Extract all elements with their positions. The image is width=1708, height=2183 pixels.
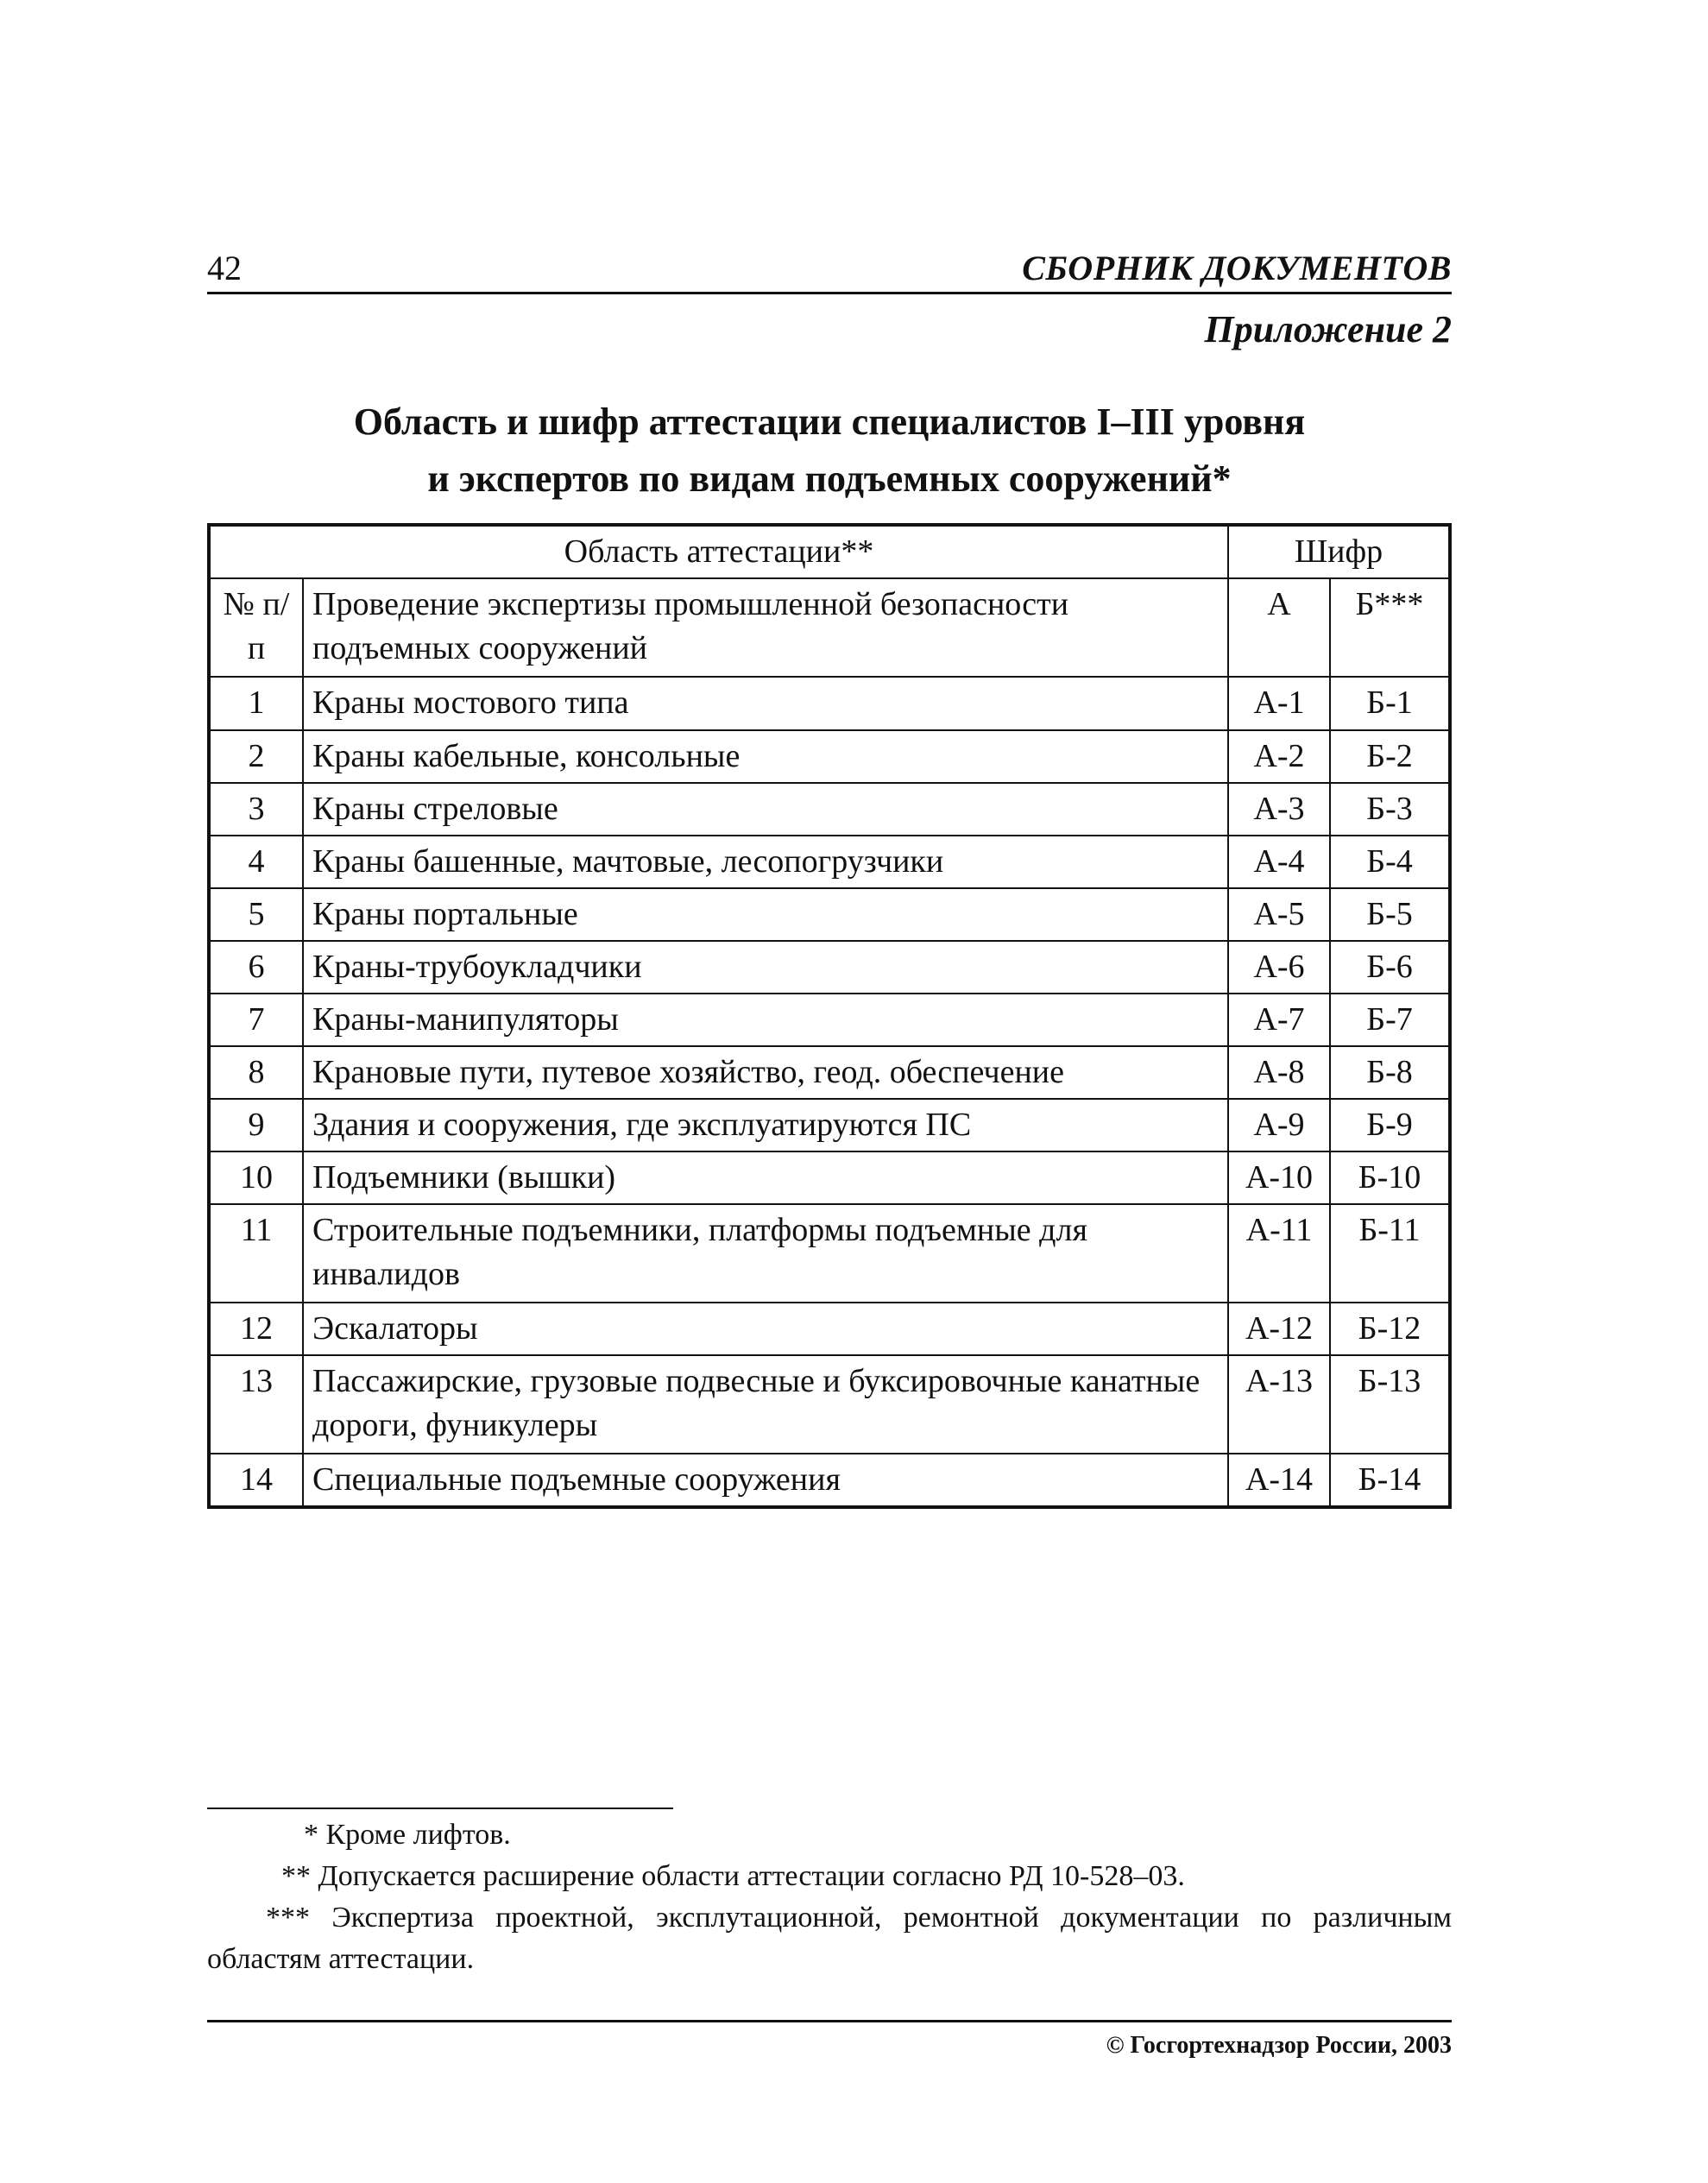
footnote-3: *** Экспертиза проектной, эксплутационной, ремонтной документации по различным областям аттестации. [207, 1902, 1452, 1975]
row-code-b: Б-12 [1330, 1303, 1450, 1355]
row-area: Краны-трубоукладчики [303, 941, 1228, 994]
row-num: 1 [209, 677, 303, 730]
row-code-b: Б-9 [1330, 1099, 1450, 1151]
page-number: 42 [207, 249, 242, 287]
footnote-2: ** Допускается расширение области аттестации согласно РД 10-528–03. [281, 1860, 1185, 1892]
row-num: 2 [209, 730, 303, 783]
row-code-a: А-12 [1228, 1303, 1330, 1355]
row-code-a: А-5 [1228, 888, 1330, 941]
row-num: 5 [209, 888, 303, 941]
row-num: 11 [209, 1204, 303, 1303]
row-area: Краны стреловые [303, 783, 1228, 836]
header-code: Шифр [1228, 525, 1450, 578]
row-num: 12 [209, 1303, 303, 1355]
table-row [209, 783, 1450, 836]
table-row [209, 730, 1450, 783]
subheader-num: № п/п [209, 578, 303, 677]
row-code-a: А-4 [1228, 836, 1330, 888]
row-code-b: Б-5 [1330, 888, 1450, 941]
row-num: 3 [209, 783, 303, 836]
row-code-b: Б-11 [1330, 1204, 1450, 1303]
row-code-b: Б-13 [1330, 1355, 1450, 1454]
table-row [209, 1151, 1450, 1204]
row-code-a: А-14 [1228, 1454, 1330, 1507]
row-area: Краны башенные, мачтовые, лесопогрузчики [303, 836, 1228, 888]
row-code-a: А-2 [1228, 730, 1330, 783]
table-row [209, 941, 1450, 994]
appendix-label: Приложение 2 [1204, 308, 1452, 350]
subheader-code-b: Б*** [1330, 578, 1450, 677]
table-row [209, 994, 1450, 1046]
copyright: © Госгортехнадзор России, 2003 [1106, 2032, 1452, 2059]
document-title-line-2: и экспертов по видам подъемных сооружений* [427, 457, 1232, 500]
table-row [209, 1355, 1450, 1454]
row-code-a: А-9 [1228, 1099, 1330, 1151]
row-code-a: А-11 [1228, 1204, 1330, 1303]
table-row [209, 1046, 1450, 1099]
row-code-b: Б-6 [1330, 941, 1450, 994]
row-code-a: А-13 [1228, 1355, 1330, 1454]
table-row [209, 888, 1450, 941]
row-area: Краны-манипуляторы [303, 994, 1228, 1046]
footnote-1: * Кроме лифтов. [304, 1819, 511, 1851]
row-num: 4 [209, 836, 303, 888]
row-num: 9 [209, 1099, 303, 1151]
row-area: Краны портальные [303, 888, 1228, 941]
table-row [209, 1099, 1450, 1151]
row-code-a: А-10 [1228, 1151, 1330, 1204]
row-code-a: А-7 [1228, 994, 1330, 1046]
subheader-area: Проведение экспертизы промышленной безопасности подъемных сооружений [303, 578, 1228, 677]
row-area: Пассажирские, грузовые подвесные и буксировочные канатные дороги, фуникулеры [303, 1355, 1228, 1454]
row-code-b: Б-1 [1330, 677, 1450, 730]
row-code-b: Б-10 [1330, 1151, 1450, 1204]
row-area: Подъемники (вышки) [303, 1151, 1228, 1204]
row-num: 10 [209, 1151, 303, 1204]
table-subheader-row [209, 578, 1450, 677]
row-code-b: Б-2 [1330, 730, 1450, 783]
row-code-a: А-6 [1228, 941, 1330, 994]
row-area: Строительные подъемники, платформы подъемные для инвалидов [303, 1204, 1228, 1303]
row-code-a: А-1 [1228, 677, 1330, 730]
row-num: 13 [209, 1355, 303, 1454]
row-num: 7 [209, 994, 303, 1046]
row-code-b: Б-8 [1330, 1046, 1450, 1099]
row-code-b: Б-7 [1330, 994, 1450, 1046]
certification-table [207, 523, 1452, 1509]
row-area: Краны мостового типа [303, 677, 1228, 730]
row-area: Крановые пути, путевое хозяйство, геод. обеспечение [303, 1046, 1228, 1099]
row-area: Краны кабельные, консольные [303, 730, 1228, 783]
collection-title: СБОРНИК ДОКУМЕНТОВ [1022, 249, 1452, 287]
row-code-a: А-3 [1228, 783, 1330, 836]
row-code-b: Б-14 [1330, 1454, 1450, 1507]
document-title [207, 394, 1452, 508]
header-area: Область аттестации** [209, 525, 1228, 578]
document-title-line-1: Область и шифр аттестации специалистов I–III уровня [353, 401, 1306, 443]
footnotes [207, 1814, 1452, 1980]
row-area: Эскалаторы [303, 1303, 1228, 1355]
table-row [209, 677, 1450, 730]
running-header [207, 240, 1452, 294]
table-row [209, 1303, 1450, 1355]
row-area: Здания и сооружения, где эксплуатируются ПС [303, 1099, 1228, 1151]
row-code-b: Б-3 [1330, 783, 1450, 836]
table-header-row [209, 525, 1450, 578]
footnote-divider [207, 1808, 673, 1809]
subheader-code-a: А [1228, 578, 1330, 677]
footer-divider [207, 2020, 1452, 2022]
row-code-b: Б-4 [1330, 836, 1450, 888]
table-row [209, 1204, 1450, 1303]
row-num: 8 [209, 1046, 303, 1099]
row-area: Специальные подъемные сооружения [303, 1454, 1228, 1507]
row-num: 14 [209, 1454, 303, 1507]
table-row [209, 836, 1450, 888]
table-row [209, 1454, 1450, 1507]
row-num: 6 [209, 941, 303, 994]
row-code-a: А-8 [1228, 1046, 1330, 1099]
